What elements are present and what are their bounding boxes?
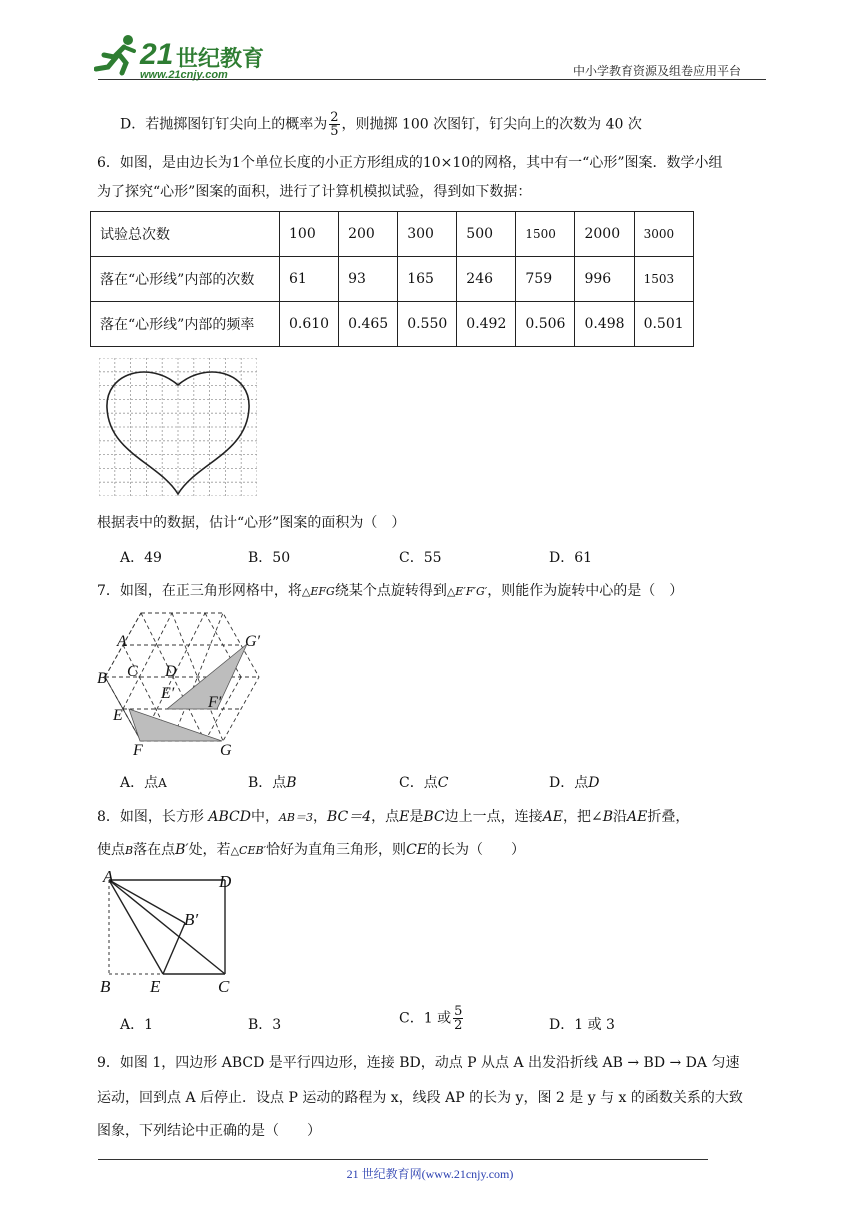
q9-text-line1: 9．如图 1，四边形 ABCD 是平行四边形，连接 BD，动点 P 从点 A 出发沿折线 AB → BD → DA 匀速 xyxy=(97,1055,740,1071)
q6-question: 根据表中的数据，估计“心形”图案的面积为（ ） xyxy=(97,515,406,531)
fraction: $\frac{2}{5}$ xyxy=(330,110,339,139)
table-cell: 0.506 xyxy=(516,302,575,347)
table-cell: 100 xyxy=(280,212,339,257)
table-cell: 1503 xyxy=(634,257,693,302)
label-C: C xyxy=(218,977,230,996)
fraction: $\frac{5}{2}$ xyxy=(454,1004,463,1033)
table-cell: 996 xyxy=(575,257,634,302)
label-D: D xyxy=(219,872,232,891)
q8-option-d: D．1 或 3 xyxy=(549,1017,615,1033)
table-row xyxy=(91,212,694,257)
label-D: D xyxy=(165,663,177,680)
q7-option-d: D．点D xyxy=(549,775,600,791)
table-cell: 落在“心形线”内部的频率 xyxy=(91,302,280,347)
footer-link[interactable]: 21 世纪教育网(www.21cnjy.com) xyxy=(346,1167,514,1181)
table-cell: 759 xyxy=(516,257,575,302)
table-cell: 0.501 xyxy=(634,302,693,347)
table-cell: 165 xyxy=(398,257,457,302)
table-cell: 落在“心形线”内部的次数 xyxy=(91,257,280,302)
label-F-prime: F′ xyxy=(208,694,222,711)
table-cell: 246 xyxy=(457,257,516,302)
q6-text-line1: 6．如图，是由边长为1个单位长度的小正方形组成的10×10的网格，其中有一“心形”图案．数学小组 xyxy=(97,155,723,171)
q6-data-table xyxy=(90,211,694,347)
q8-option-b: B．3 xyxy=(248,1017,282,1033)
table-cell: 0.492 xyxy=(457,302,516,347)
q8-text-line2: 使点B落在点B′处，若△CEB′恰好为直角三角形，则CE的长为（ ） xyxy=(97,842,525,858)
q8-option-c: C．1 或 $\frac{5}{2}$ xyxy=(399,1004,463,1033)
q8-text-line1: 8．如图，长方形 ABCD中，AB＝3，BC＝4，点E是BC边上一点，连接AE，把∠B沿AE折叠， xyxy=(97,809,690,825)
table-cell: 0.550 xyxy=(398,302,457,347)
q6-text-line2: 为了探究“心形”图案的面积，进行了计算机模拟试验，得到如下数据： xyxy=(97,184,532,200)
logo-name: 世纪教育 xyxy=(176,47,265,72)
label-B: B xyxy=(97,670,107,687)
q8-option-a: A．1 xyxy=(120,1017,154,1033)
table-cell: 93 xyxy=(339,257,398,302)
table-cell: 0.610 xyxy=(280,302,339,347)
label-G: G xyxy=(220,742,232,758)
q7-option-b: B．点B xyxy=(248,775,297,791)
table-cell: 0.498 xyxy=(575,302,634,347)
table-cell: 3000 xyxy=(634,212,693,257)
label-E: E xyxy=(113,707,123,724)
q5-option-d: D．若抛掷图钉钉尖向上的概率为 $\frac{2}{5}$ ，则抛掷 100 次图钉，钉尖向上的次数为 40 次 xyxy=(120,110,642,139)
header-rule xyxy=(98,79,766,80)
label-C: C xyxy=(127,663,138,680)
label-A: A xyxy=(103,868,114,886)
q6-option-c: C．55 xyxy=(399,550,442,566)
label-A: A xyxy=(117,633,127,650)
q9-text-line2: 运动，回到点 A 后停止．设点 P 运动的路程为 x，线段 AP 的长为 y，图 2 是 y 与 x 的函数关系的大致 xyxy=(97,1090,743,1106)
header xyxy=(0,0,860,90)
table-cell: 300 xyxy=(398,212,457,257)
q6-option-a: A．49 xyxy=(120,550,162,566)
table-cell: 500 xyxy=(457,212,516,257)
header-platform-text: 中小学教育资源及组卷应用平台 xyxy=(573,64,742,78)
q6-option-b: B．50 xyxy=(248,550,291,566)
q6-option-d: D．61 xyxy=(549,550,593,566)
q7-text: 7．如图，在正三角形网格中，将△EFG绕某个点旋转得到△E′F′G′，则能作为旋转中心的是（ ） xyxy=(97,583,684,599)
runner-logo-icon xyxy=(94,33,146,77)
rectangle-fold-figure xyxy=(97,868,247,998)
q9-text-line3: 图象，下列结论中正确的是（ ） xyxy=(97,1123,321,1139)
table-cell: 1500 xyxy=(516,212,575,257)
label-F: F xyxy=(133,742,143,758)
triangle-grid-figure xyxy=(97,606,267,758)
label-G-prime: G′ xyxy=(245,633,261,650)
table-cell: 试验总次数 xyxy=(91,212,280,257)
table-row xyxy=(91,302,694,347)
label-E: E xyxy=(150,977,161,996)
label-B: B xyxy=(100,977,111,996)
logo-url: www.21cnjy.com xyxy=(140,69,228,81)
table-cell: 61 xyxy=(280,257,339,302)
table-cell: 200 xyxy=(339,212,398,257)
heart-grid-figure xyxy=(99,358,257,496)
logo-number: 21 xyxy=(140,38,174,71)
footer-rule xyxy=(98,1159,708,1160)
table-cell: 0.465 xyxy=(339,302,398,347)
label-B-prime: B′ xyxy=(184,910,199,929)
label-E-prime: E′ xyxy=(161,685,175,702)
table-cell: 2000 xyxy=(575,212,634,257)
table-row xyxy=(91,257,694,302)
q7-option-a: A．点A xyxy=(120,775,167,791)
q7-option-c: C．点C xyxy=(399,775,449,791)
